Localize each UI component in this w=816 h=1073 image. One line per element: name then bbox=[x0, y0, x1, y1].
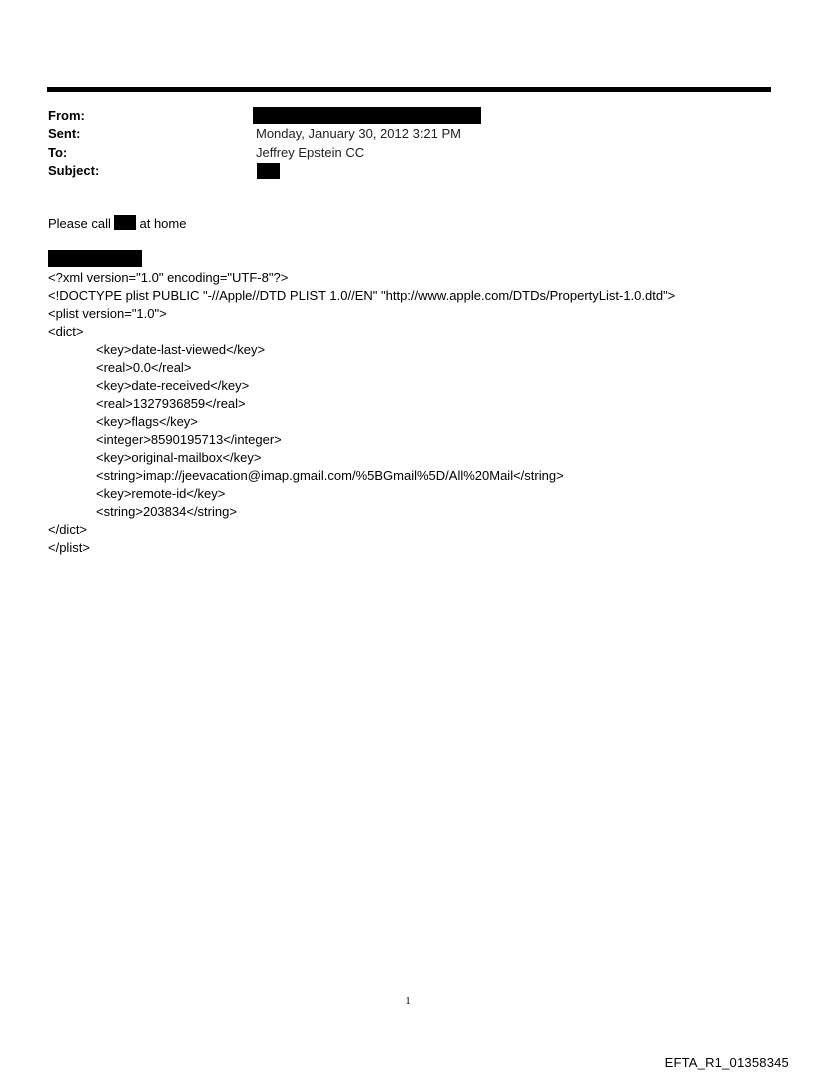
document-id: EFTA_R1_01358345 bbox=[664, 1055, 789, 1070]
body-text-part1: Please call bbox=[48, 216, 115, 231]
plist-block bbox=[48, 269, 675, 557]
body-text bbox=[48, 215, 186, 233]
subject-redaction bbox=[257, 163, 280, 179]
plist-line: <key>remote-id</key> bbox=[96, 486, 226, 501]
to-value: Jeffrey Epstein CC bbox=[256, 145, 365, 160]
plist-line: <!DOCTYPE plist PUBLIC "-//Apple//DTD PLIST 1.0//EN" "http://www.apple.com/DTDs/PropertyList-1.0.dtd"> bbox=[48, 288, 676, 303]
plist-line: <key>date-received</key> bbox=[96, 378, 250, 393]
page-number: 1 bbox=[405, 995, 411, 1007]
body-text-part2: at home bbox=[139, 216, 187, 231]
plist-line: <integer>8590195713</integer> bbox=[96, 432, 282, 447]
plist-line: <real>0.0</real> bbox=[96, 360, 192, 375]
plist-line: <key>original-mailbox</key> bbox=[96, 450, 262, 465]
body-redaction bbox=[114, 215, 136, 230]
from-redaction bbox=[253, 107, 481, 124]
plist-line: <?xml version="1.0" encoding="UTF-8"?> bbox=[48, 270, 289, 285]
plist-line: <key>flags</key> bbox=[96, 414, 198, 429]
sent-label: Sent: bbox=[48, 126, 81, 141]
plist-line: <plist version="1.0"> bbox=[48, 306, 167, 321]
header-rule bbox=[47, 87, 771, 92]
to-label: To: bbox=[48, 145, 68, 160]
sent-value: Monday, January 30, 2012 3:21 PM bbox=[256, 126, 461, 141]
from-label: From: bbox=[48, 108, 85, 123]
plist-line: </dict> bbox=[48, 522, 88, 537]
plist-line: <string>imap://jeevacation@imap.gmail.com/%5BGmail%5D/All%20Mail</string> bbox=[96, 468, 564, 483]
plist-line: <dict> bbox=[48, 324, 84, 339]
plist-line: <string>203834</string> bbox=[96, 504, 237, 519]
plist-line: <key>date-last-viewed</key> bbox=[96, 342, 266, 357]
signature-redaction bbox=[48, 250, 142, 267]
plist-line: <real>1327936859</real> bbox=[96, 396, 246, 411]
subject-label: Subject: bbox=[48, 163, 100, 178]
plist-line: </plist> bbox=[48, 540, 90, 555]
